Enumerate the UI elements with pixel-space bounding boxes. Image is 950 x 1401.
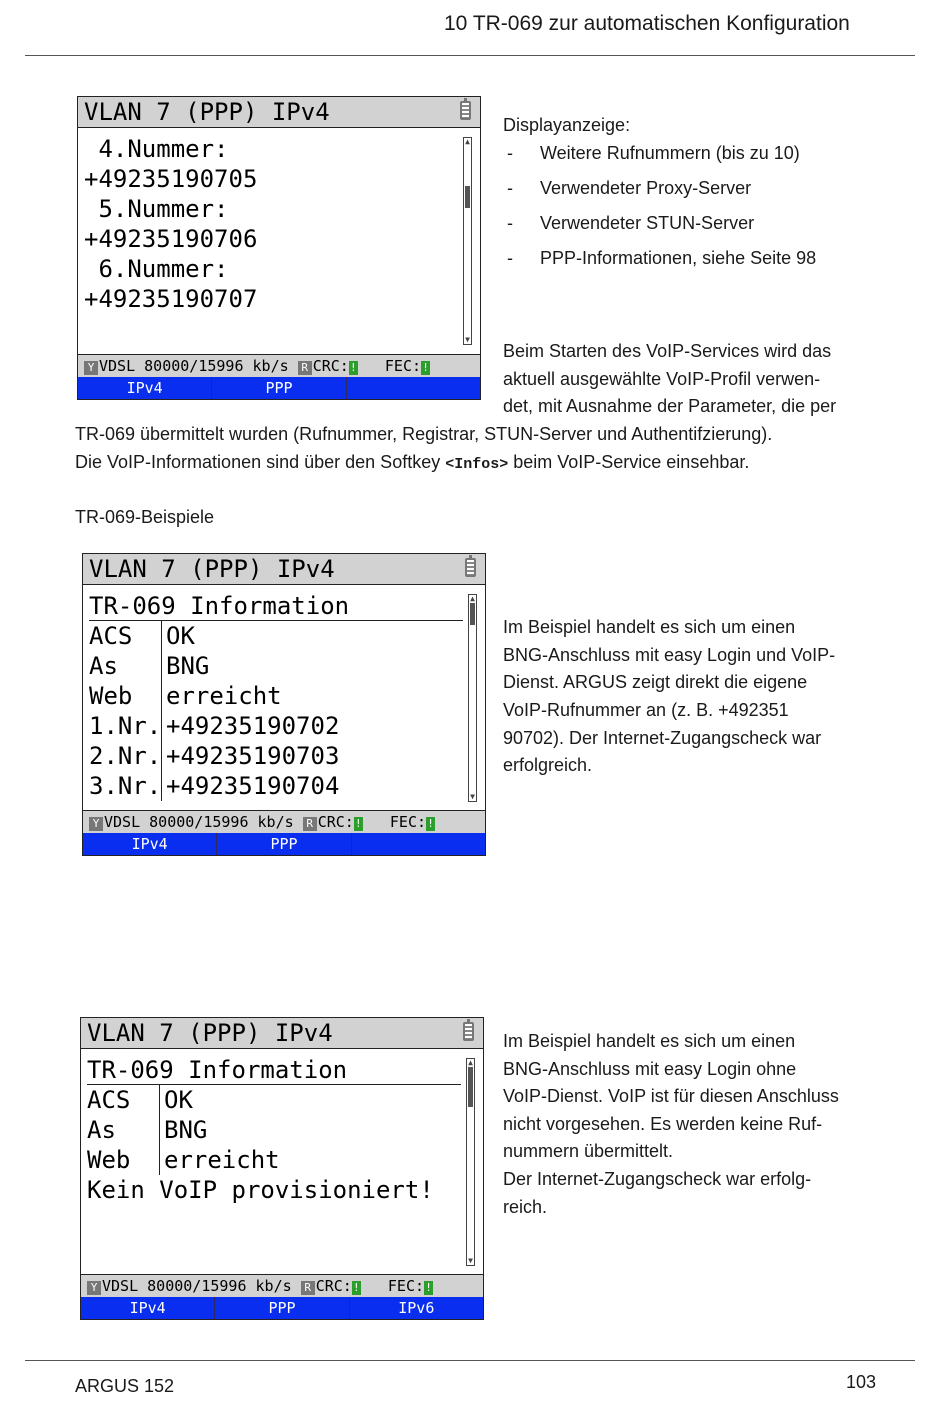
example2-line: BNG-Anschluss mit easy Login ohne bbox=[503, 1059, 797, 1079]
scrollbar[interactable] bbox=[463, 137, 472, 345]
paragraph-line: aktuell ausgewählte VoIP-Profil verwen- bbox=[503, 369, 821, 389]
softkey-bar bbox=[83, 833, 485, 855]
table-row: Web erreicht bbox=[87, 1146, 280, 1174]
crc-ok-icon: ! bbox=[355, 817, 362, 830]
example1-line: Dienst. ARGUS zeigt direkt die eigene bbox=[503, 672, 808, 692]
scroll-thumb[interactable] bbox=[468, 1067, 473, 1107]
antenna-icon: Y bbox=[84, 361, 98, 375]
screen-line: 6.Nummer: bbox=[84, 255, 229, 283]
screen-title: VLAN 7 (PPP) IPv4 bbox=[81, 1018, 483, 1049]
example1-line: 90702). Der Internet-Zugangscheck war bbox=[503, 728, 822, 748]
paragraph-line: Beim Starten des VoIP-Services wird das bbox=[503, 341, 832, 361]
list-item: - PPP-Informationen, siehe Seite 98 bbox=[507, 248, 817, 268]
example2-line: nicht vorgesehen. Es werden keine Ruf- bbox=[503, 1114, 823, 1134]
example1-line: erfolgreich. bbox=[503, 755, 593, 775]
table-row: 3.Nr. +49235190704 bbox=[89, 772, 340, 800]
device-screen-1 bbox=[77, 96, 481, 400]
softkey-ppp[interactable]: PPP bbox=[212, 377, 346, 399]
page-number: 103 bbox=[846, 1372, 877, 1392]
paragraph-line: Die VoIP-Informationen sind über den Softkey <Infos> beim VoIP-Service einsehbar. bbox=[75, 452, 750, 473]
vdsl-rate: VDSL 80000/15996 kb/s bbox=[99, 357, 289, 375]
paragraph-line: TR-069 übermittelt wurden (Rufnummer, Registrar, STUN-Server und Authentifzierung). bbox=[75, 424, 773, 444]
scrollbar[interactable] bbox=[466, 1058, 475, 1266]
softkey-empty[interactable] bbox=[352, 833, 485, 855]
table-row: 1.Nr. +49235190702 bbox=[89, 712, 340, 740]
fec-label: FEC: bbox=[387, 1277, 425, 1295]
softkey-empty[interactable] bbox=[347, 377, 480, 399]
example2-line: Der Internet-Zugangscheck war erfolg- bbox=[503, 1169, 812, 1189]
table-row: As BNG bbox=[89, 652, 210, 680]
vdsl-rate: VDSL 80000/15996 kb/s bbox=[102, 1277, 292, 1295]
example2-line: nummern übermittelt. bbox=[503, 1141, 674, 1161]
scroll-thumb[interactable] bbox=[465, 186, 470, 208]
header-rule bbox=[25, 55, 915, 56]
r-icon: R bbox=[298, 361, 312, 375]
crc-label: CRC: bbox=[312, 357, 349, 375]
vdsl-rate: VDSL 80000/15996 kb/s bbox=[104, 813, 294, 831]
scroll-down-icon: ▼ bbox=[470, 792, 475, 801]
r-icon: R bbox=[303, 817, 317, 831]
battery-icon bbox=[463, 1022, 474, 1041]
crc-ok-icon: ! bbox=[353, 1281, 360, 1294]
table-row: 2.Nr. +49235190703 bbox=[89, 742, 340, 770]
fec-label: FEC: bbox=[384, 357, 422, 375]
softkey-ipv4[interactable]: IPv4 bbox=[78, 377, 212, 399]
display-desc-list bbox=[503, 140, 923, 280]
softkey-ppp[interactable]: PPP bbox=[215, 1297, 349, 1319]
status-bar bbox=[83, 810, 485, 833]
r-icon: R bbox=[301, 1281, 315, 1295]
softkey-ipv6[interactable]: IPv6 bbox=[398, 1299, 435, 1317]
softkey-bar bbox=[78, 377, 480, 399]
example2-line: reich. bbox=[503, 1197, 548, 1217]
paragraph-line: det, mit Ausnahme der Parameter, die per bbox=[503, 396, 837, 416]
fec-ok-icon: ! bbox=[427, 817, 434, 830]
scroll-down-icon: ▼ bbox=[468, 1256, 473, 1265]
scroll-thumb[interactable] bbox=[470, 603, 475, 625]
crc-ok-icon: ! bbox=[350, 361, 357, 374]
screen-heading: TR-069 Information bbox=[89, 592, 350, 620]
example2-line: VoIP-Dienst. VoIP ist für diesen Anschluss bbox=[503, 1086, 839, 1106]
device-screen-3 bbox=[80, 1017, 484, 1320]
scroll-up-icon: ▲ bbox=[470, 594, 475, 603]
example1-line: BNG-Anschluss mit easy Login und VoIP- bbox=[503, 645, 836, 665]
antenna-icon: Y bbox=[87, 1281, 101, 1295]
softkey-ipv4[interactable]: IPv4 bbox=[81, 1297, 215, 1319]
example1-line: VoIP-Rufnummer an (z. B. +492351 bbox=[503, 700, 789, 720]
scroll-up-icon: ▲ bbox=[468, 1058, 473, 1067]
section-heading: TR-069-Beispiele bbox=[75, 507, 215, 527]
screen-title: VLAN 7 (PPP) IPv4 bbox=[78, 97, 480, 128]
scroll-up-icon: ▲ bbox=[465, 137, 470, 146]
example1-line: Im Beispiel handelt es sich um einen bbox=[503, 617, 796, 637]
display-desc-title: Displayanzeige: bbox=[503, 115, 631, 135]
scrollbar[interactable] bbox=[468, 594, 477, 802]
softkey-ipv4[interactable]: IPv4 bbox=[83, 833, 217, 855]
footer-rule bbox=[25, 1360, 915, 1361]
footer-product: ARGUS 152 bbox=[75, 1376, 175, 1396]
table-row: ACS OK bbox=[87, 1086, 193, 1114]
crc-label: CRC: bbox=[315, 1277, 352, 1295]
battery-icon bbox=[460, 101, 471, 120]
status-bar bbox=[78, 354, 480, 377]
no-voip-message: Kein VoIP provisioniert! bbox=[87, 1176, 434, 1204]
list-item: - Verwendeter Proxy-Server bbox=[507, 178, 752, 198]
table-row: As BNG bbox=[87, 1116, 208, 1144]
screen-line: +49235190705 bbox=[84, 165, 258, 193]
fec-label: FEC: bbox=[389, 813, 427, 831]
screen-title: VLAN 7 (PPP) IPv4 bbox=[83, 554, 485, 585]
screen-line: 5.Nummer: bbox=[84, 195, 229, 223]
softkey-reference: <Infos> bbox=[445, 456, 509, 473]
screen-heading: TR-069 Information bbox=[87, 1056, 348, 1084]
status-bar bbox=[81, 1274, 483, 1297]
screen-line: 4.Nummer: bbox=[84, 135, 229, 163]
table-row: Web erreicht bbox=[89, 682, 282, 710]
softkey-bar bbox=[81, 1297, 483, 1319]
screen-line: +49235190706 bbox=[84, 225, 258, 253]
crc-label: CRC: bbox=[317, 813, 354, 831]
list-item: - Verwendeter STUN-Server bbox=[507, 213, 755, 233]
table-row: ACS OK bbox=[89, 622, 195, 650]
fec-ok-icon: ! bbox=[425, 1281, 432, 1294]
scroll-down-icon: ▼ bbox=[465, 335, 470, 344]
screen-line: +49235190707 bbox=[84, 285, 258, 313]
fec-ok-icon: ! bbox=[422, 361, 429, 374]
list-item: - Weitere Rufnummern (bis zu 10) bbox=[507, 143, 800, 163]
chapter-title: 10 TR-069 zur automatischen Konfiguration bbox=[444, 12, 850, 35]
battery-icon bbox=[465, 558, 476, 577]
antenna-icon: Y bbox=[89, 817, 103, 831]
softkey-ppp[interactable]: PPP bbox=[217, 833, 351, 855]
example2-line: Im Beispiel handelt es sich um einen bbox=[503, 1031, 796, 1051]
device-screen-2 bbox=[82, 553, 486, 856]
